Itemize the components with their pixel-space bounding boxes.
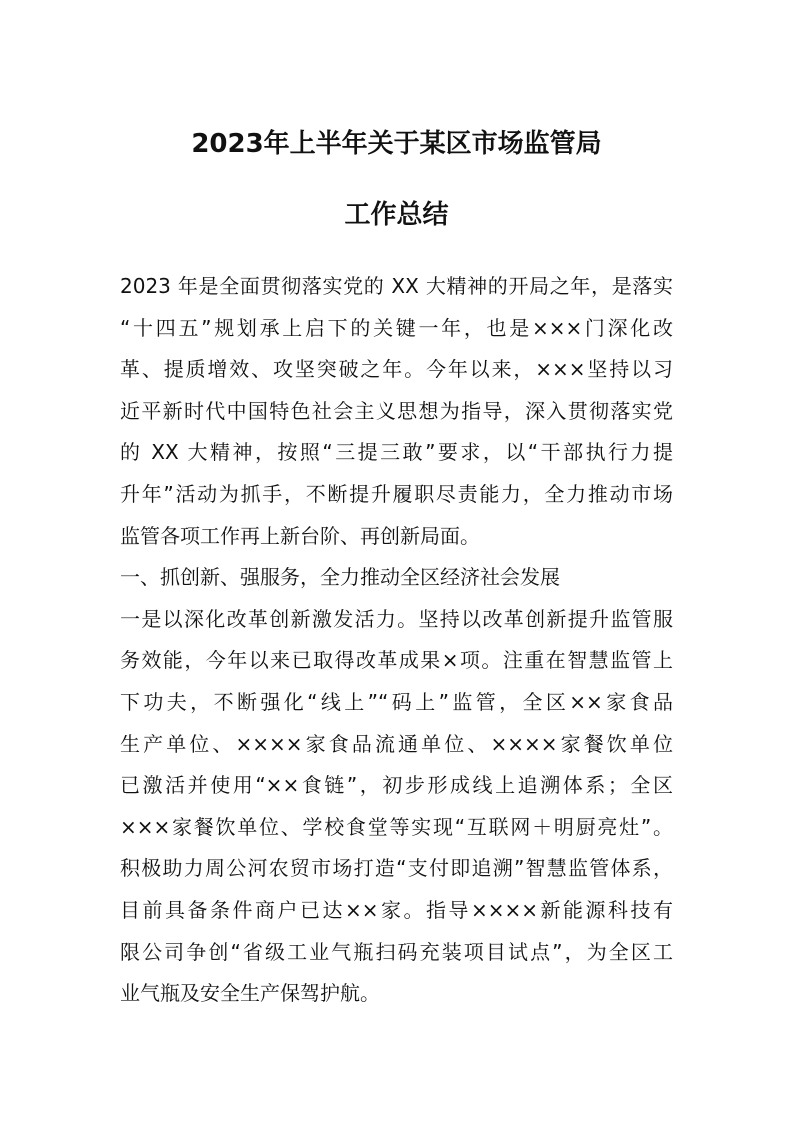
paragraph-line: 的 XX 大精神，按照“三提三敢”要求，以“干部执行力提 xyxy=(120,440,673,465)
paragraph-line: 一是以深化改革创新激发活力。坚持以改革创新提升监管服 xyxy=(120,606,673,631)
paragraph-line: ×××家餐饮单位、学校食堂等实现“互联网＋明厨亮灶”。 xyxy=(120,814,673,839)
section-heading: 一、抓创新、强服务，全力推动全区经济社会发展 xyxy=(120,565,560,590)
paragraph-line: 已激活并使用“××食链”，初步形成线上追溯体系；全区 xyxy=(120,773,673,798)
document-title-line-2: 工作总结 xyxy=(344,200,449,230)
document-title-line-1: 2023年上半年关于某区市场监管局 xyxy=(191,129,602,159)
paragraph-line: 升年”活动为抓手，不断提升履职尽责能力，全力推动市场 xyxy=(120,481,673,506)
paragraph-line: 下功夫，不断强化“线上”“码上”监管，全区××家食品 xyxy=(120,689,673,714)
paragraph-line: 生产单位、××××家食品流通单位、××××家餐饮单位 xyxy=(120,731,673,756)
document-body xyxy=(120,266,673,1015)
paragraph-line: “十四五”规划承上启下的关键一年，也是×××门深化改 xyxy=(120,315,673,340)
paragraph-line: 监管各项工作再上新台阶、再创新局面。 xyxy=(120,523,480,548)
paragraph-line: 2023 年是全面贯彻落实党的 XX 大精神的开局之年，是落实 xyxy=(120,274,673,298)
paragraph-line: 业气瓶及安全生产保驾护航。 xyxy=(120,981,380,1006)
paragraph-line: 积极助力周公河农贸市场打造“支付即追溯”智慧监管体系， xyxy=(120,856,673,881)
paragraph-line: 限公司争创“省级工业气瓶扫码充装项目试点”，为全区工 xyxy=(120,939,673,964)
paragraph-line: 目前具备条件商户已达××家。指导××××新能源科技有 xyxy=(120,897,673,922)
paragraph-line: 革、提质增效、攻坚突破之年。今年以来，×××坚持以习 xyxy=(120,357,673,382)
paragraph-line: 近平新时代中国特色社会主义思想为指导，深入贯彻落实党 xyxy=(120,398,673,423)
paragraph-line: 务效能，今年以来已取得改革成果×项。注重在智慧监管上 xyxy=(120,648,673,673)
